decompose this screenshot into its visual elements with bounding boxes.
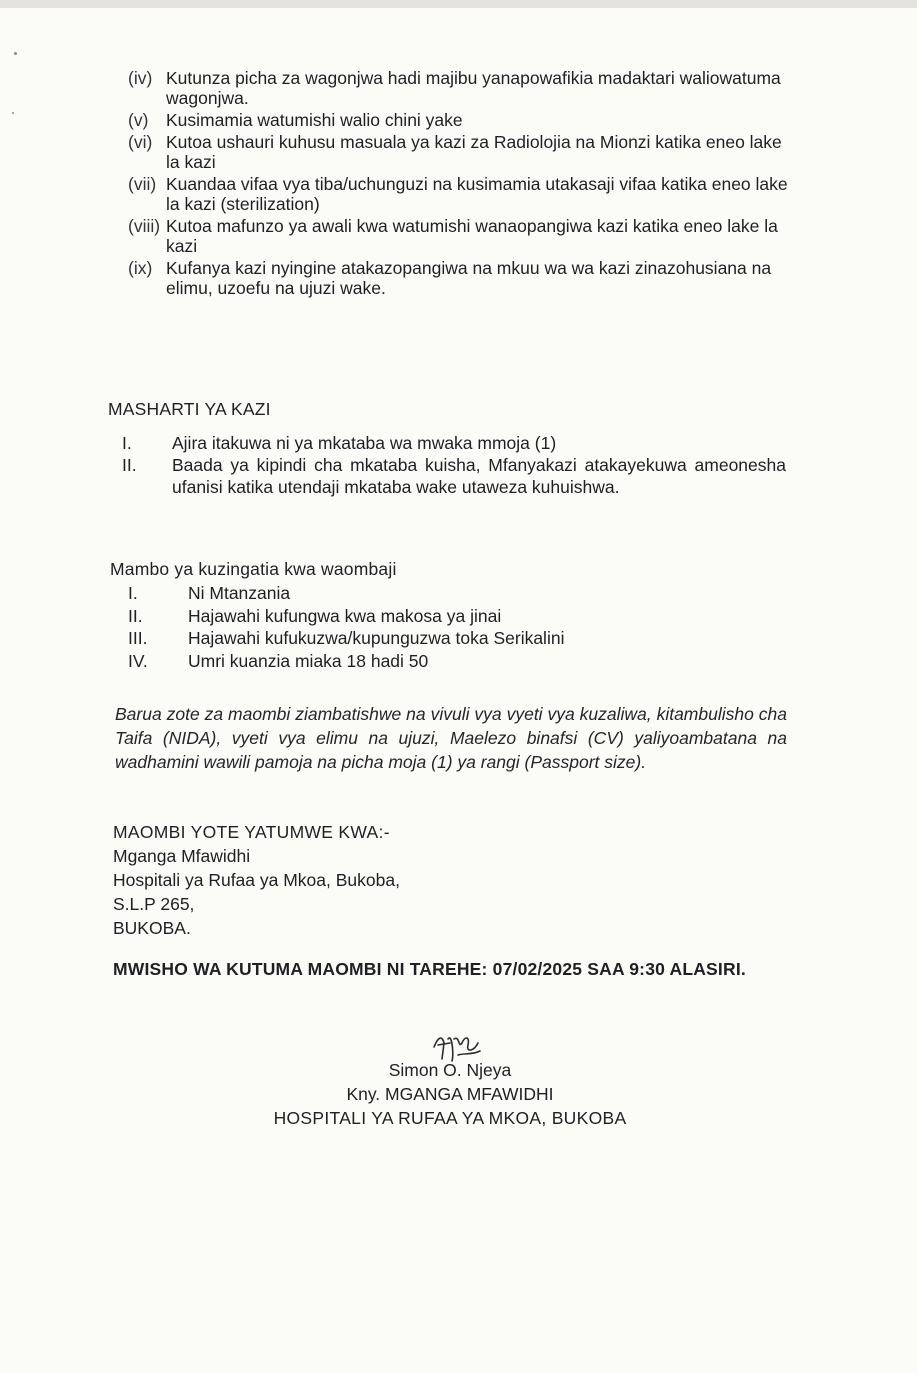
- condition-text: Ajira itakuwa ni ya mkataba wa mwaka mmoja (1): [172, 433, 557, 453]
- requirements-list: [128, 582, 728, 672]
- condition-text: Baada ya kipindi cha mkataba kuisha, Mfanyakazi atakayekuwa ameonesha ufanisi katika utendaji mkataba wake utaweza kuhuishwa.: [172, 455, 786, 497]
- signatory-name: Simon O. Njeya: [388, 1060, 512, 1080]
- duty-text: Kutoa ushauri kuhusu masuala ya kazi za Radiolojia na Mionzi katika eneo lake la kazi: [166, 132, 782, 172]
- requirement-item: [128, 582, 728, 605]
- duty-text: Kuandaa vifaa vya tiba/uchunguzi na kusimamia utakasaji vifaa katika eneo lake la kazi (sterilization): [166, 174, 788, 214]
- duty-item: [128, 68, 788, 108]
- condition-number: I.: [122, 433, 132, 453]
- condition-number: II.: [122, 455, 137, 475]
- duty-number: (iv): [128, 68, 153, 88]
- duty-number: (v): [128, 110, 149, 130]
- duty-item: [128, 110, 788, 130]
- requirement-item: [128, 650, 728, 673]
- conditions-title: MASHARTI YA KAZI: [108, 399, 271, 419]
- requirement-text: Umri kuanzia miaka 18 hadi 50: [188, 650, 429, 671]
- duty-text: Kutoa mafunzo ya awali kwa watumishi wanaopangiwa kazi katika eneo lake la kazi: [166, 216, 778, 256]
- requirement-number: I.: [128, 583, 138, 603]
- requirements-title: Mambo ya kuzingatia kwa waombaji: [110, 559, 397, 579]
- address-heading: MAOMBI YOTE YATUMWE KWA:-: [113, 822, 390, 842]
- condition-item: [122, 432, 786, 454]
- requirement-number: III.: [128, 628, 148, 648]
- duty-number: (ix): [128, 258, 153, 278]
- duty-number: (viii): [128, 216, 161, 236]
- signatory-org: HOSPITALI YA RUFAA YA MKOA, BUKOBA: [273, 1108, 627, 1128]
- duties-list: [128, 68, 788, 300]
- scan-speck: [14, 52, 17, 55]
- duty-text: Kusimamia watumishi walio chini yake: [166, 110, 463, 130]
- requirement-text: Hajawahi kufungwa kwa makosa ya jinai: [188, 605, 502, 626]
- address-block: [113, 820, 400, 940]
- signatory-block: [200, 1058, 700, 1130]
- duty-item: [128, 132, 788, 172]
- address-line: S.L.P 265,: [113, 894, 195, 914]
- requirement-text: Hajawahi kufukuzwa/kupunguzwa toka Serikalini: [188, 628, 565, 648]
- condition-item: [122, 454, 786, 498]
- requirement-number: IV.: [128, 650, 148, 671]
- signatory-title: Kny. MGANGA MFAWIDHI: [346, 1084, 554, 1104]
- address-line: BUKOBA.: [113, 918, 191, 938]
- attachments-note: Barua zote za maombi ziambatishwe na vivuli vya vyeti vya kuzaliwa, kitambulisho cha Taifa (NIDA), vyeti vya elimu na ujuzi, Maelezo binafsi (CV) yaliyoambatana na wadhamini wawili pamoja na picha moja (1) ya rangi (Passport size).: [115, 704, 787, 772]
- duty-text: Kufanya kazi nyingine atakazopangiwa na mkuu wa wa kazi zinazohusiana na elimu, uzoefu na ujuzi wake.: [166, 258, 772, 298]
- duty-item: [128, 258, 788, 298]
- requirement-item: [128, 605, 728, 628]
- requirement-item: [128, 627, 728, 650]
- requirement-number: II.: [128, 605, 143, 626]
- scan-edge: [0, 0, 917, 8]
- scan-speck: [12, 112, 14, 114]
- deadline-text: MWISHO WA KUTUMA MAOMBI NI TAREHE: 07/02/2025 SAA 9:30 ALASIRI.: [113, 959, 746, 979]
- duty-item: [128, 216, 788, 256]
- conditions-list: [122, 432, 786, 498]
- duty-item: [128, 174, 788, 214]
- duty-number: (vi): [128, 132, 153, 152]
- address-line: Mganga Mfawidhi: [113, 846, 251, 866]
- duty-number: (vii): [128, 174, 157, 194]
- requirement-text: Ni Mtanzania: [188, 583, 291, 603]
- duty-text: Kutunza picha za wagonjwa hadi majibu yanapowafikia madaktari waliowatuma wagonjwa.: [166, 68, 781, 108]
- address-line: Hospitali ya Rufaa ya Mkoa, Bukoba,: [113, 870, 400, 890]
